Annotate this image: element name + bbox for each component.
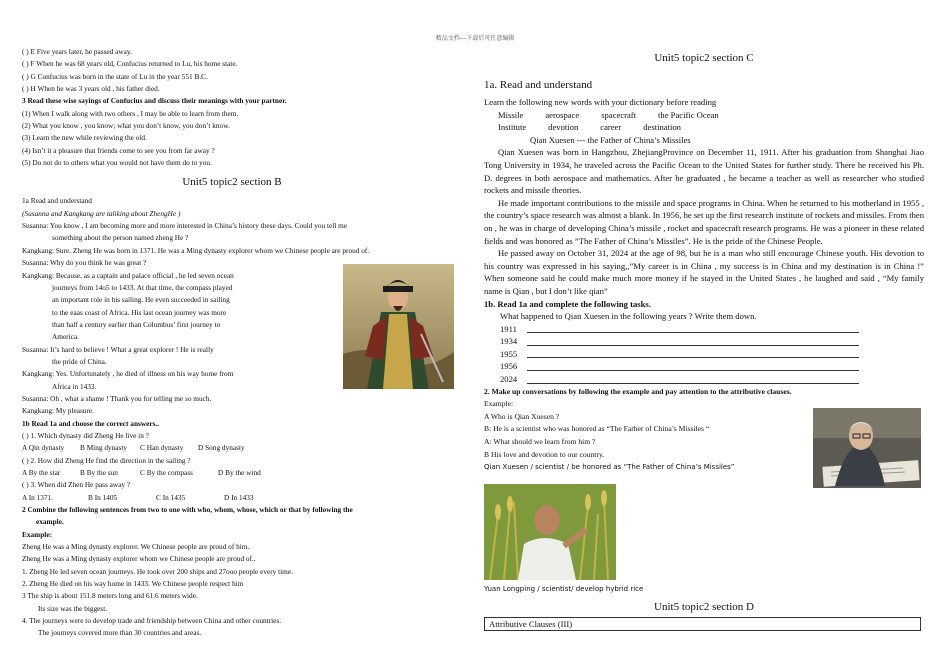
- vocabulary-row: [484, 121, 924, 134]
- read-understand-heading: 1a. Read and understand: [484, 79, 593, 91]
- option: A Qin dynasty: [22, 443, 65, 453]
- passage-paragraph: He made important contributions to the missile and space programs in China. When he returned to his motherland in 1955 , the country’s space research was almost a blank. In 1956, he set up the first research institute of rockets and missiles. From then on , he was in charge of developing China’s missile , rocket and spacecraft research programs. He was a pioneer in these related fields and was honored as ”The Father of China’s Missiles”. He is the pride of the Chinese People.: [484, 197, 924, 246]
- year-answer-line: [484, 373, 924, 386]
- question-3-options: [22, 492, 442, 504]
- vocab-word: destination: [643, 122, 681, 133]
- order-line: ( ) H When he was 3 years old , his father died.: [22, 84, 160, 94]
- task-1b-heading: 1b Read 1a and choose the correct answers..: [22, 418, 160, 428]
- section-d-title: Unit5 topic2 section D: [654, 601, 754, 613]
- dialogue-line: Susanna: You know , I am becoming more and more interested in China’s history these days. Could you tell me: [22, 221, 348, 231]
- task-2-heading-cont: example.: [36, 517, 64, 527]
- order-line: ( ) F When he was 68 years old, Confucius returned to Lu, his home state.: [22, 59, 238, 69]
- year-answer-line: [484, 323, 924, 336]
- dialogue-line: Susanna: Oh , what a shame ! Thank you for telling me so much.: [22, 393, 212, 403]
- task-2-heading: 2 Combine the following sentences from two to one with who, whom, whose, which or that by following the: [22, 505, 353, 515]
- section-c-title: Unit5 topic2 section C: [654, 52, 754, 64]
- conversation-line: B: He is a scientist who was honored as “The Farher of China’s Missiles “: [484, 424, 710, 434]
- question-2: ( ) 2. How did Zheng He find the direction in the sailing ?: [22, 455, 191, 465]
- conversation-line: A: What should we learn from him ?: [484, 437, 596, 447]
- vocab-word: aerospace: [545, 109, 580, 120]
- vocab-word: spacecraft: [601, 109, 637, 120]
- vocabulary-row: [484, 109, 924, 122]
- order-line: ( ) G Confucius was born in the state of Lu in the year 551 B.C.: [22, 71, 208, 81]
- page-header: 精品文档---下载后可任意编辑: [435, 35, 515, 42]
- caption-yuan-longping: Yuan Longping / scientist/ develop hybrid rice: [484, 585, 644, 593]
- conversation-line: A Who is Qian Xuesen ?: [484, 411, 560, 421]
- option: C In 1435: [156, 492, 186, 502]
- year-label: 2024: [500, 374, 518, 385]
- dialogue-line: the pride of China.: [52, 356, 107, 366]
- saying: (1) When I walk along with two others , I may be able to learn from them.: [22, 108, 239, 118]
- vocab-word: the Pacific Ocean: [658, 109, 719, 120]
- section-b-title: Unit5 topic2 section B: [182, 176, 282, 189]
- dialogue-line: journeys from 14o5 to 1433. At that time, the compass played: [52, 282, 233, 292]
- combine-item: The journeys covered more than 30 countries and areas.: [38, 628, 202, 638]
- year-answer-line: [484, 348, 924, 361]
- option: C Han dynasty: [140, 443, 184, 453]
- task-1b-question: What happened to Qian Xuesen in the following years ? Write them down.: [500, 311, 757, 322]
- year-answer-line: [484, 360, 924, 373]
- vocab-word: devotion: [548, 122, 579, 133]
- question-2-options: [22, 467, 442, 479]
- passage-title: Qian Xuesen --- the Father of China’s Missiles: [530, 134, 691, 145]
- answer-blank[interactable]: [527, 361, 859, 371]
- saying: (4) Isn’t it a pleasure that friends come to see you from far away ?: [22, 145, 215, 155]
- option: B Ming dynasty: [80, 443, 128, 453]
- question-3: ( ) 3. When did Zhen He pass away ?: [22, 480, 131, 490]
- conversation-line: B His love and devotion to our country.: [484, 449, 605, 459]
- order-line: ( ) E Five years later, he passed away.: [22, 47, 132, 56]
- dialogue-line: Kangkang: Because, as a captain and palace official , he led seven ocean: [22, 270, 234, 280]
- qian-xuesen-photo: [813, 408, 921, 488]
- attributive-clauses-box: Attributive Clauses (III): [484, 617, 921, 631]
- dialogue-line: to the eaas coast of Africa. His last ocean journey was more: [52, 307, 227, 317]
- combine-item: 1. Zheng He led seven ocean journeys. He took over 200 ships and 27ooo people every time.: [22, 566, 293, 576]
- zheng-he-portrait-image: [343, 264, 454, 389]
- option: D In 1433: [224, 492, 254, 502]
- dialogue-line: Kangkang: Yes. Unfortunately , he died of illness on his way home from: [22, 369, 234, 379]
- option: A In 1371.: [22, 492, 54, 502]
- answer-blank[interactable]: [527, 348, 859, 358]
- vocab-word: Missile: [498, 109, 524, 120]
- option: C By the compass: [140, 468, 193, 477]
- task-1b-heading: 1b. Read 1a and complete the following tasks.: [484, 298, 651, 309]
- option: D Song dynasty: [198, 443, 245, 453]
- saying: (2) What you know , you know; what you don’t know, you don’t know.: [22, 121, 230, 131]
- task-3-heading: 3 Read these wise sayings of Confucius and discuss their meanings with your partner.: [22, 96, 287, 106]
- combine-item: 4. The journeys were to develop trade and friendship between China and other countries.: [22, 616, 282, 626]
- option: A By the star: [22, 468, 61, 477]
- dialogue-line: Kangkang: My pleasure.: [22, 406, 94, 416]
- year-answer-line: [484, 335, 924, 348]
- vocab-word: Institute: [498, 122, 527, 133]
- question-1: ( ) 1. Which dynasty did Zheng He live in ?: [22, 430, 149, 440]
- dialogue-line: Susanna: Why do you think he was great ?: [22, 258, 147, 268]
- dialogue-line: an important role in his sailing. He even succeeded in sailing: [52, 295, 230, 305]
- answer-blank[interactable]: [527, 336, 859, 346]
- dialogue-line: Susanna: It’s hard to believe ! What a great explorer ! He is really: [22, 344, 214, 354]
- year-label: 1956: [500, 361, 518, 372]
- question-1-options: [22, 442, 442, 454]
- year-label: 1911: [500, 323, 517, 334]
- dialogue-line: something about the person named zheng He ?: [52, 233, 189, 243]
- passage-paragraph: Qian Xuesen was born in Hangzhou, ZhejiangProvince on December 11, 1911. After his graduation from Shanghai Jiao Tong University in 1934, he traveled across the Pacific Ocean to the United States for further study. There he received his Ph. D. degrees in both aerospace and mathematics. After he graduated , he became a teacher as well as researcher who studied rockets and missile theories.: [484, 147, 924, 196]
- passage-paragraph: He passed away on October 31, 2024 at the age of 98, but he is a man who still encourage Chinese youth. His devotion to his country was expressed in his saying,,”My career is in China , my success is in China and my destination is in China !” When someone said he could make much more money if he stayed in the United States , he laughed and said , “My family name is Qian , but I don’t like qian”: [484, 248, 924, 296]
- dialogue-line: Africa in 1433.: [52, 381, 97, 391]
- read-understand-heading: 1a Read and understand: [22, 196, 92, 206]
- dialogue-context: (Susanna and Kangkang are taliking about ZhengHe ): [22, 208, 181, 218]
- example-line: Zheng He was a Ming dynasty explorer. We Chinese people are proud of him.: [22, 542, 250, 552]
- learn-words-instruction: Learn the following new words with your dictionary before reading: [484, 97, 717, 107]
- saying: (3) Learn the new while reviewing the old.: [22, 133, 147, 143]
- dialogue-line: than half a century earlier than Columbus’ first journey to: [52, 319, 221, 329]
- answer-blank[interactable]: [527, 374, 859, 384]
- caption-qian-xuesen: Qian Xuesen / scientist / be honored as “The Father of China’s Missiles”: [484, 463, 735, 472]
- saying: (5) Do not do to others what you would not have them do to you.: [22, 158, 212, 168]
- task-2-heading: 2. Make up conversations by following the example and pay attention to the attributive clauses.: [484, 386, 792, 396]
- option: B In 1405: [88, 492, 118, 502]
- dialogue-line: America.: [52, 332, 79, 342]
- answer-blank[interactable]: [527, 323, 859, 333]
- combine-item: 2. Zheng He died on his way home in 1433. We Chinese people respect him: [22, 579, 244, 589]
- example-line: Zheng He was a Ming dynasty explorer whom we Chinese people are proud of..: [22, 554, 256, 564]
- combine-item: 3 The ship is about 151.8 meters long and 61.6 meters wide.: [22, 591, 198, 601]
- example-label: Example:: [484, 399, 514, 409]
- yuan-longping-photo: [484, 484, 616, 580]
- option: B By the sun: [80, 468, 118, 477]
- option: D By the wind: [218, 468, 261, 477]
- vocab-word: career: [600, 122, 622, 133]
- example-label: Example:: [22, 529, 52, 539]
- combine-item: Its size was the biggest.: [38, 603, 108, 613]
- year-label: 1934: [500, 336, 518, 347]
- dialogue-line: Kangkang: Sure. Zheng He was born in 1371. He was a Ming dynasty explorer whom we Chinese people are proud of.: [22, 245, 370, 255]
- year-label: 1955: [500, 348, 518, 359]
